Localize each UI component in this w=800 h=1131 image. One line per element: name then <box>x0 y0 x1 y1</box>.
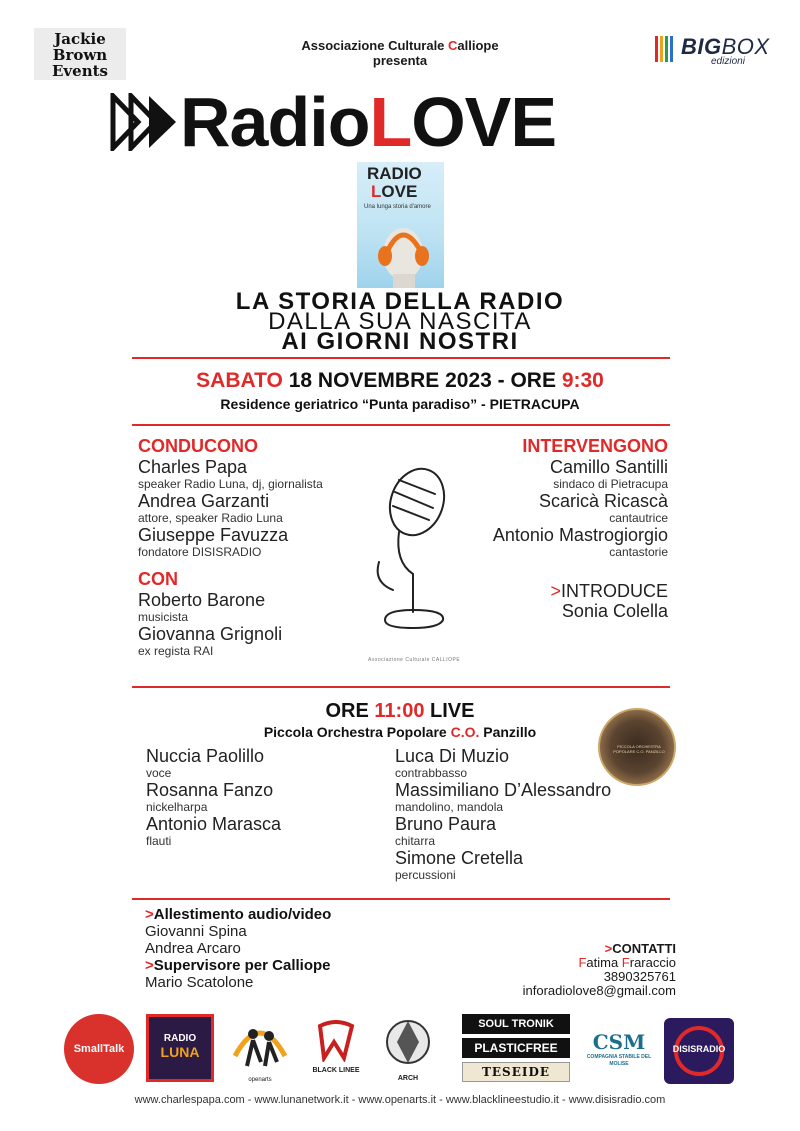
radio-luna-logo: RADIO LUNA <box>146 1014 214 1082</box>
event-day: SABATO <box>196 369 283 392</box>
contacts-heading: >CONTATTI <box>604 941 676 956</box>
tagline-line: LA STORIA DELLA RADIO <box>235 288 565 315</box>
dancers-icon <box>227 1016 293 1072</box>
black-linee-mark-icon <box>314 1020 358 1062</box>
jackie-logo-line: Jackie <box>54 30 106 48</box>
con-heading: CON <box>138 569 178 589</box>
stacked-sponsor-logos <box>462 1014 570 1086</box>
play-arrows-icon <box>110 93 180 151</box>
book-cover <box>357 162 444 288</box>
presenter-text: Associazione Culturale <box>301 38 449 53</box>
presenter-subline: presenta <box>372 53 428 68</box>
seal-text: PICCOLA ORCHESTRA POPOLARE C.O. PANZILLO <box>613 744 665 754</box>
soultronik-logo: SOUL TRONIK <box>462 1014 570 1034</box>
supervisor-heading: >Supervisore per Calliope <box>145 957 331 974</box>
av-heading: >Allestimento audio/video <box>145 906 332 923</box>
bigbox-wordmark: BIGBOX <box>681 34 770 59</box>
contact-email[interactable]: inforadiolove8@gmail.com <box>522 983 676 998</box>
supervisor-person: Mario Scatolone <box>145 974 254 991</box>
orchestra-name: Piccola Orchestra Popolare C.O. Panzillo <box>263 724 537 740</box>
introduce-heading: >INTRODUCE <box>550 581 668 601</box>
smalltalk-logo: SmallTalk <box>64 1014 134 1084</box>
tagline-line: DALLA SUA NASCITA <box>268 308 532 335</box>
introduce-name: Sonia Colella <box>561 601 668 621</box>
event-date <box>100 369 700 393</box>
conducono-heading: CONDUCONO <box>138 436 258 456</box>
speaker-name: Camillo Santilli <box>549 457 668 477</box>
presenter-text: alliope <box>457 38 499 53</box>
host-role: fondatore DISISRADIO <box>138 545 262 559</box>
speaker-role: sindaco di Pietracupa <box>553 477 668 491</box>
musician-role: chitarra <box>395 834 436 848</box>
main-title <box>180 84 556 160</box>
statue-headphones-icon <box>365 212 441 288</box>
event-time: 9:30 <box>561 369 604 392</box>
av-person: Giovanni Spina <box>145 923 247 940</box>
live-heading: ORE 11:00 LIVE <box>325 700 475 722</box>
divider <box>132 686 670 688</box>
presenter-credit <box>260 38 540 68</box>
bigbox-edizioni-logo <box>655 34 775 66</box>
musician-role: nickelharpa <box>146 800 208 814</box>
intervengono-heading: INTERVENGONO <box>522 436 668 456</box>
divider <box>132 357 670 359</box>
arch-logo: ARCH <box>382 1018 434 1084</box>
musician-name: Massimiliano D’Alessandro <box>395 780 612 800</box>
presenter-text-accent: C <box>448 38 458 53</box>
black-linee-logo: BLACK LINEE <box>306 1020 366 1082</box>
plasticfree-logo: PLASTICFREE <box>462 1038 570 1058</box>
bigbox-subtitle: edizioni <box>711 56 745 67</box>
host-name: Giuseppe Favuzza <box>138 525 289 545</box>
musician-role: contrabbasso <box>395 766 468 780</box>
calliope-mini-logo: Associazione Culturale CALLIOPE <box>368 657 461 663</box>
guest-role: ex regista RAI <box>138 644 214 658</box>
arch-aperture-icon <box>385 1018 431 1070</box>
speaker-name: Scaricà Ricascà <box>538 491 668 511</box>
av-person: Andrea Arcaro <box>145 940 241 957</box>
host-role: attore, speaker Radio Luna <box>138 511 283 525</box>
guest-name: Giovanna Grignoli <box>138 624 283 644</box>
musician-role: percussioni <box>395 868 456 882</box>
speaker-role: cantastorie <box>609 545 668 559</box>
musician-name: Simone Cretella <box>395 848 524 868</box>
host-role: speaker Radio Luna, dj, giornalista <box>138 477 323 491</box>
book-title-line1: RADIO <box>367 164 422 183</box>
jackie-brown-events-logo <box>34 28 126 80</box>
title-ove: OVE <box>411 83 557 161</box>
contacts-section <box>440 942 676 998</box>
disisradio-logo: DISISRADIO <box>664 1018 734 1084</box>
host-name: Charles Papa <box>138 457 248 477</box>
title-radio: Radio <box>180 83 370 161</box>
contact-name: Fatima Fraraccio <box>578 955 676 970</box>
csm-logo: CSM COMPAGNIA STABILE DEL MOLISE <box>586 1030 652 1067</box>
title-accent-letter: L <box>369 83 412 161</box>
footer-links: www.charlespapa.com - www.lunanetwork.it - www.openarts.it - www.blacklineestudio.it - www.disisradio.com <box>134 1094 666 1106</box>
musician-role: flauti <box>146 834 172 848</box>
contact-phone: 3890325761 <box>603 969 676 984</box>
musician-name: Bruno Paura <box>395 814 497 834</box>
openarts-logo: openarts <box>227 1016 293 1082</box>
credits-section <box>145 906 405 991</box>
bigbox-bars-icon <box>655 36 677 62</box>
guest-name: Roberto Barone <box>138 590 266 610</box>
musician-role: voce <box>146 766 172 780</box>
intervengono-section <box>420 436 668 621</box>
event-date-text: 18 NOVEMBRE 2023 - ORE <box>282 369 562 392</box>
musician-role: mandolino, mandola <box>395 800 504 814</box>
musician-name: Rosanna Fanzo <box>146 780 274 800</box>
jackie-logo-line: Brown <box>52 46 108 64</box>
musicians-left <box>146 746 386 848</box>
musician-name: Antonio Marasca <box>146 814 282 834</box>
tagline-line: AI GIORNI NOSTRI <box>281 328 519 355</box>
event-place: Residence geriatrico “Punta paradiso” - PIETRACUPA <box>220 396 580 412</box>
book-subtitle: Una lunga storia d'amore <box>364 204 431 210</box>
divider <box>132 898 670 900</box>
book-title-line2: LOVE <box>371 182 418 201</box>
musician-name: Nuccia Paolillo <box>146 746 265 766</box>
speaker-name: Antonio Mastrogiorgio <box>492 525 668 545</box>
divider <box>132 424 670 426</box>
tagline <box>200 288 600 355</box>
musicians-right <box>395 746 685 882</box>
guest-role: musicista <box>138 610 189 624</box>
teseide-logo: TESEIDE <box>462 1062 570 1082</box>
host-name: Andrea Garzanti <box>138 491 270 511</box>
sponsor-logos <box>64 1012 736 1088</box>
jackie-logo-line: Events <box>52 62 108 80</box>
musician-name: Luca Di Muzio <box>395 746 510 766</box>
speaker-role: cantautrice <box>609 511 668 525</box>
